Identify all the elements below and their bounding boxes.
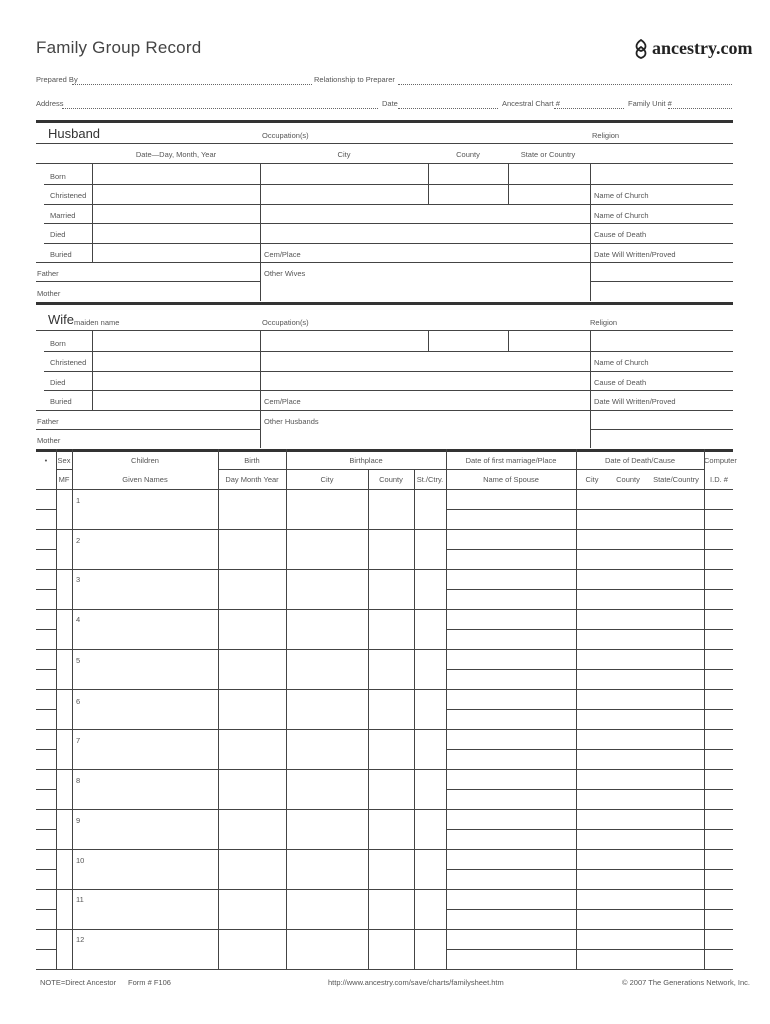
rule [446, 869, 733, 870]
rule [508, 163, 509, 204]
rule [428, 163, 429, 204]
husband-church-label-1: Name of Church [594, 191, 649, 200]
husband-occupation-label: Occupation(s) [262, 131, 309, 140]
rule [36, 829, 56, 830]
rule [36, 163, 733, 164]
col-state-header: State or Country [520, 150, 576, 159]
rule [36, 849, 733, 850]
rule [36, 281, 260, 282]
rule [36, 689, 733, 690]
wife-church-label: Name of Church [594, 358, 649, 367]
rule [590, 330, 591, 448]
col-city-header: City [337, 150, 351, 159]
rule [44, 371, 733, 372]
rule [446, 789, 733, 790]
rule [36, 929, 733, 930]
husband-died-label: Died [50, 230, 66, 239]
rule [36, 709, 56, 710]
rule [56, 469, 72, 470]
rule [36, 669, 56, 670]
logo-text: ancestry.com [652, 38, 753, 58]
birth-county-header: County [379, 475, 403, 484]
rule [36, 629, 56, 630]
rule [446, 549, 733, 550]
rule [446, 669, 733, 670]
page-title: Family Group Record [36, 38, 202, 57]
ancestral-chart-field[interactable] [554, 108, 624, 109]
rule [218, 449, 219, 969]
child-row-number: 12 [76, 935, 85, 944]
marriage-header: Date of first marriage/Place [465, 456, 557, 465]
rule [446, 509, 733, 510]
rule [56, 449, 57, 969]
wife-heading: Wife [48, 312, 74, 327]
leaf-icon [632, 39, 650, 59]
birth-st-ctry-header: St./Ctry. [416, 475, 444, 484]
rule [36, 609, 733, 610]
rule [36, 429, 260, 430]
mf-header: MF [58, 475, 70, 484]
child-row-number: 4 [76, 615, 81, 624]
birthplace-header: Birthplace [349, 456, 383, 465]
rule [72, 449, 73, 969]
wife-maiden-label: maiden name [74, 318, 120, 327]
rule [590, 429, 733, 430]
family-unit-label: Family Unit # [628, 99, 672, 108]
rule [218, 469, 286, 470]
birth-city-header: City [320, 475, 334, 484]
husband-buried-label: Buried [50, 250, 72, 259]
given-names-header: Given Names [122, 475, 168, 484]
wife-cem-place-label: Cem/Place [264, 397, 301, 406]
rule [36, 529, 733, 530]
rule [92, 163, 93, 262]
rule [446, 469, 576, 470]
rule [446, 829, 733, 830]
wife-cause-death-label: Cause of Death [594, 378, 647, 387]
rule [36, 769, 733, 770]
rule [44, 223, 733, 224]
rule [36, 143, 733, 144]
rule [286, 469, 446, 470]
birth-header: Birth [244, 456, 260, 465]
col-date-header: Date—Day, Month, Year [135, 150, 217, 159]
computer-header: Computer [704, 456, 737, 465]
rule [36, 869, 56, 870]
prepared-by-label: Prepared By [36, 75, 78, 84]
rule [44, 390, 733, 391]
rule [260, 330, 261, 448]
rule [44, 243, 733, 244]
rule [590, 281, 733, 282]
rule [446, 709, 733, 710]
rule [36, 889, 733, 890]
id-header: I.D. # [710, 475, 728, 484]
husband-christened-label: Christened [50, 191, 87, 200]
wife-mother-label: Mother [37, 436, 61, 445]
rule [36, 909, 56, 910]
husband-born-label: Born [50, 172, 66, 181]
rule [36, 410, 733, 411]
husband-cem-place-label: Cem/Place [264, 250, 301, 259]
child-row-number: 3 [76, 575, 81, 584]
family-unit-field[interactable] [668, 108, 732, 109]
rule [36, 969, 733, 970]
wife-father-label: Father [37, 417, 59, 426]
husband-church-label-2: Name of Church [594, 211, 649, 220]
rule [44, 351, 733, 352]
day-month-year-header: Day Month Year [225, 475, 279, 484]
child-row-number: 7 [76, 736, 81, 745]
death-header: Date of Death/Cause [604, 456, 676, 465]
wife-occupation-label: Occupation(s) [262, 318, 309, 327]
rule [446, 589, 733, 590]
rule [508, 330, 509, 351]
address-label: Address [36, 99, 64, 108]
rule [92, 330, 93, 410]
child-row-number: 11 [76, 895, 84, 904]
rule [36, 549, 56, 550]
sex-header: Sex [57, 456, 71, 465]
husband-married-label: Married [50, 211, 76, 220]
rule [36, 949, 56, 950]
wife-christened-label: Christened [50, 358, 87, 367]
rule [590, 163, 591, 301]
rule [44, 184, 733, 185]
rule [44, 204, 733, 205]
children-top-rule [36, 449, 733, 452]
rule [428, 330, 429, 351]
rule [36, 809, 733, 810]
relationship-field[interactable] [398, 84, 732, 85]
husband-top-rule [36, 120, 733, 123]
direct-ancestor-bullet: • [44, 456, 48, 465]
date-field[interactable] [398, 108, 498, 109]
rule [36, 569, 733, 570]
child-row-number: 8 [76, 776, 81, 785]
death-state-header: State/Country [653, 475, 699, 484]
child-row-number: 6 [76, 697, 81, 706]
death-county-header: County [616, 475, 640, 484]
rule [36, 649, 733, 650]
husband-religion-label: Religion [592, 131, 620, 140]
rule [36, 749, 56, 750]
address-field[interactable] [62, 108, 378, 109]
husband-other-wives-label: Other Wives [264, 269, 306, 278]
child-row-number: 9 [76, 816, 81, 825]
rule [36, 729, 733, 730]
col-county-header: County [456, 150, 480, 159]
rule [36, 330, 733, 331]
rule [36, 262, 733, 263]
prepared-by-field[interactable] [72, 84, 312, 85]
child-row-number: 2 [76, 536, 81, 545]
wife-top-rule [36, 302, 733, 305]
wife-will-label: Date Will Written/Proved [594, 397, 676, 406]
spouse-header: Name of Spouse [483, 475, 539, 484]
husband-cause-death-label: Cause of Death [594, 230, 647, 239]
wife-died-label: Died [50, 378, 66, 387]
rule [446, 749, 733, 750]
child-row-number: 1 [76, 496, 81, 505]
rule [414, 469, 415, 969]
husband-heading: Husband [48, 126, 101, 141]
wife-other-husbands-label: Other Husbands [264, 417, 319, 426]
rule [260, 163, 261, 301]
children-header: Children [131, 456, 159, 465]
rule [446, 909, 733, 910]
wife-buried-label: Buried [50, 397, 72, 406]
footer-form: Form # F106 [128, 978, 171, 987]
child-row-number: 10 [76, 856, 85, 865]
rule [36, 589, 56, 590]
relationship-label: Relationship to Preparer [314, 75, 395, 84]
footer-note: NOTE=Direct Ancestor [40, 978, 117, 987]
rule [446, 629, 733, 630]
rule [446, 949, 733, 950]
wife-religion-label: Religion [590, 318, 618, 327]
rule [36, 489, 733, 490]
rule [36, 509, 56, 510]
rule [286, 449, 287, 969]
rule [576, 469, 704, 470]
death-city-header: City [585, 475, 599, 484]
date-label: Date [382, 99, 398, 108]
ancestral-chart-label: Ancestral Chart # [502, 99, 560, 108]
rule [368, 469, 369, 969]
footer-url[interactable]: http://www.ancestry.com/save/charts/familysheet.htm [328, 978, 504, 987]
footer-copyright: © 2007 The Generations Network, Inc. [622, 978, 750, 987]
husband-will-label: Date Will Written/Proved [594, 250, 676, 259]
husband-mother-label: Mother [37, 289, 61, 298]
ancestry-logo [632, 38, 752, 59]
child-row-number: 5 [76, 656, 81, 665]
husband-father-label: Father [37, 269, 59, 278]
rule [36, 789, 56, 790]
wife-born-label: Born [50, 339, 66, 348]
